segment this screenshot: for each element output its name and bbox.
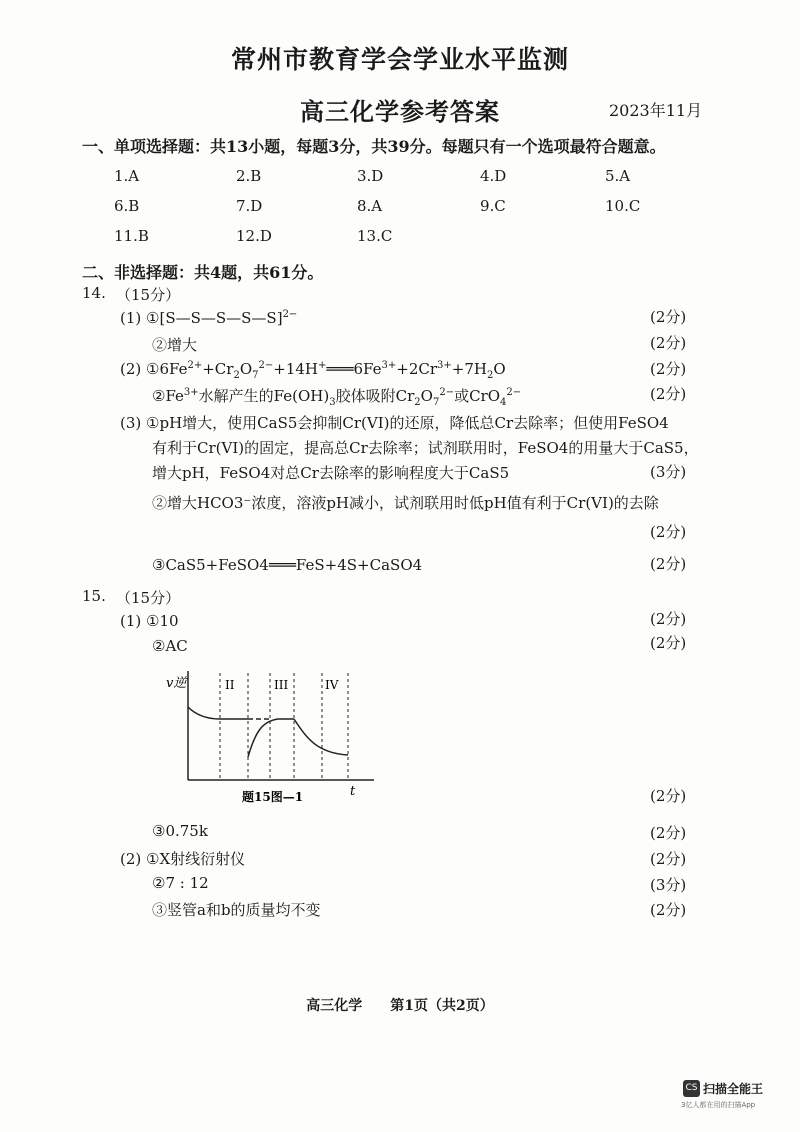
mc-answer-2: 2.B — [236, 167, 262, 185]
scanner-watermark — [683, 1078, 763, 1097]
graph-curve-region1 — [188, 707, 248, 719]
mc-answer-8: 8.A — [357, 197, 383, 215]
q15-score2: (2分) — [650, 634, 687, 652]
section2-heading: 二、非选择题：共4题，共61分。 — [82, 263, 324, 282]
graph-region-IV: IV — [325, 678, 339, 692]
q14-label: 14. — [82, 284, 106, 302]
q14-points: （15分） — [116, 286, 181, 304]
watermark-name: 扫描全能王 — [703, 1082, 764, 1096]
q15-score6: (2分) — [650, 901, 687, 919]
q15-score-graph: (2分) — [650, 787, 687, 805]
q15-line3: ③0.75k — [152, 822, 208, 840]
q14-line6: 有利于Cr(VI)的固定，提高总Cr去除率；试剂联用时，FeSO4的用量大于CaS5， — [152, 439, 699, 457]
mc-answer-12: 12.D — [236, 227, 272, 245]
q14-line7: 增大pH，FeSO4对总Cr去除率的影响程度大于CaS5 — [152, 464, 510, 482]
mc-answer-1: 1.A — [114, 167, 140, 185]
document-title: 常州市教育学会学业水平监测 — [230, 45, 569, 74]
q14-line9: ③CaS5+FeSO4═══FeS+4S+CaSO4 — [152, 556, 423, 574]
q14-line1: (1) ①[S—S—S—S—S]$^{2-}$ — [120, 309, 298, 327]
mc-answer-9: 9.C — [480, 197, 506, 215]
mc-answer-5: 5.A — [605, 167, 631, 185]
q14-score9: (2分) — [650, 555, 687, 573]
q14-score1: (2分) — [650, 308, 687, 326]
q14-score4: (2分) — [650, 385, 687, 403]
q14-line5: (3) ①pH增大，使用CaS5会抑制Cr(VI)的还原，降低总Cr去除率；但使用FeSO4 — [120, 414, 669, 432]
graph-x-label: t — [350, 784, 356, 799]
mc-answer-3: 3.D — [357, 167, 384, 185]
mc-answer-6: 6.B — [114, 197, 140, 215]
q15-score1: (2分) — [650, 610, 687, 628]
mc-answer-10: 10.C — [605, 197, 641, 215]
mc-answer-7: 7.D — [236, 197, 263, 215]
q14-line4: $②Fe^{3+}$水解产生的$Fe(OH)_3$胶体吸附$Cr_2O_7^{2-}$或CrO$_4^{2-}$ — [152, 387, 522, 408]
q14-line2: ②增大 — [152, 336, 198, 354]
camscanner-logo-icon: CS — [683, 1080, 700, 1097]
q15-score3: (2分) — [650, 824, 687, 842]
q15-line1: (1) ①10 — [120, 612, 179, 630]
page-footer: 高三化学 第1页（共2页） — [306, 998, 494, 1014]
q15-velocity-graph — [160, 665, 380, 805]
document-subtitle: 高三化学参考答案 — [300, 97, 500, 126]
q14-line8: ②增大HCO3⁻浓度，溶液pH减小，试剂联用时低pH值有利于Cr(VI)的去除 — [152, 494, 659, 512]
graph-caption: 题15图—1 — [242, 790, 304, 804]
graph-region-III: III — [274, 678, 289, 692]
q14-score3: (2分) — [650, 360, 687, 378]
q15-line5: ②7 : 12 — [152, 874, 209, 892]
section1-heading: 一、单项选择题：共13小题，每题3分，共39分。每题只有一个选项最符合题意。 — [82, 137, 666, 156]
q15-label: 15. — [82, 587, 106, 605]
q14-score2: (2分) — [650, 334, 687, 352]
q14-score8: (2分) — [650, 523, 687, 541]
q15-line6: ③竖管a和b的质量均不变 — [152, 901, 321, 919]
mc-answer-11: 11.B — [114, 227, 149, 245]
document-date: 2023年11月 — [609, 101, 703, 120]
graph-curve-region4 — [294, 719, 348, 755]
mc-answer-4: 4.D — [480, 167, 507, 185]
graph-curve-region3 — [248, 719, 294, 757]
q14-score7: (3分) — [650, 463, 687, 481]
q15-line4: (2) ①X射线衍射仪 — [120, 850, 246, 868]
q15-line2: ②AC — [152, 637, 188, 655]
q15-score5: (3分) — [650, 876, 687, 894]
graph-region-II: II — [225, 678, 235, 692]
watermark-tagline: 3亿人都在用的扫描App — [681, 1101, 756, 1109]
graph-y-label: v逆 — [166, 676, 187, 691]
q15-score4: (2分) — [650, 850, 687, 868]
q15-points: （15分） — [116, 589, 181, 607]
mc-answer-13: 13.C — [357, 227, 393, 245]
q14-line3: (2) $①6Fe^{2+}+Cr_2O_7^{2-}+14H^+═══6Fe^{3+}+2Cr^{3+}+7H_2O$ — [120, 360, 506, 381]
